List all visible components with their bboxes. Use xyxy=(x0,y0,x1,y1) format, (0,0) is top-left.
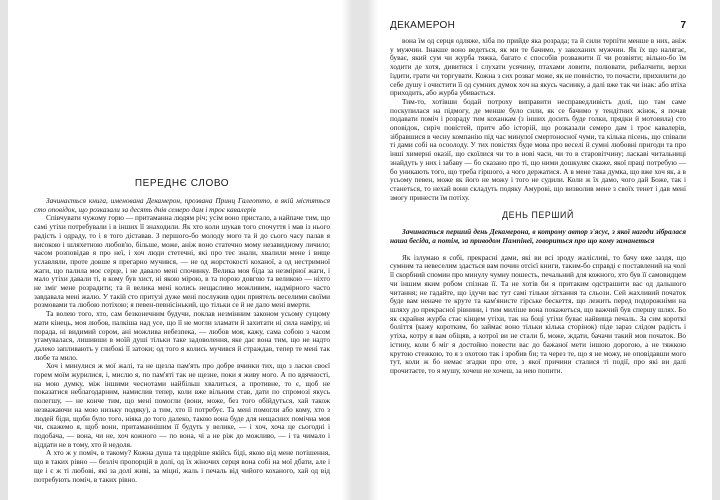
page-number: 7 xyxy=(680,20,686,31)
body-paragraph-2: Тим-то, хотівши бодай потроху виправити несправедливість долі, що там саме поскупилася на підмогу, де менше було сили, як се бачимо у тендітних жінок, я почав подавати поміч і розраду тим коханкам (з інших досить буде голки, прядки й мотовила) сто оповідок, сиріч повістей, притч або історій, що розказали семеро дам і троє кавалерів, зібравшися в чесну компанію під час минулої смертоносної чуми, та кілька пісень, що співали ті дами собі на осоолоду. У тих повістях буде мова про веселі й сумні любовні пригоди та про інші химерні оказії, що скоїлися чи то в нові часи, чи то в старовітчину; ласкаві читальниці знайдуть у них і забаву — бо сказано про ті, що ними дошкуляє скаже, якої праці потребую — бо уникають того, що треба гіршого, а чого держатися. А в мене така думка, що вже хоч як, а в усьому певен, може як його не можу і того не судили. Коли ж їх дамо, чого дай Боже, так і станеться, то нехай вони складуть подяку Амурові, що визволив мене з своїх тенет і дав мені змогу принести їм потіху. xyxy=(390,96,686,202)
body-paragraph-1: вона їм од серця одляже, хіба по прийде яка розрада; та й сили терпіти менше в них, аніж у мужчин. Інакше воно ведеться, як ми те бачимо, у закоханих мужчин. Як їх що налягає, буває, який сум чи журба тяжка, багато є способів розважити її чи розвіяти; вільно-бо їм ходити де хотя, дивитися і слухати усячину, птахами ловити, полювати, рибалчити, верхи їздити, грати чи торгувати. Кожна з сих розваг може, як не повністю, то почасти, прихилити до себе душу і очистити її од сумних думок хоч на якусь часинку, а далі вже так чи інак: або втіха приходить, або журба убивається. xyxy=(390,36,686,98)
preface-paragraph-1: Співчувати чужому горю — притаманна людям річ; усім воно пристало, а найпаче тим, що самі утіхи потребували і в інших її знаходили. Як хто коли шукав того спочуття і мав із нього радість і одраду, то і я того діставав. З першого-бо молоду мого та й до сього часу палав я високою і шляхетною любов'ю, більше, може, аніж воно статечно мому незавидному личило; часом розповідав я про неї, і хоч люди стетечні, які про теє знали, хвалили мене і вище уславляли, проте довше я прегарно мучився, — не од жорстокості коханої, а од нестримної жаги, що палила моє серце, і не давало мені спочинку. Велика моя біда за незмірної жаги, і мало утіхи давали ті, в кому був хист, ні якою мірою, в та порою довгою та великою — ніхто не зміг мене розрадити; та й велика мені колись нещасливо можливим, надмірного часто завдавала мені жалю. У такій сто притузі дуже мені послужив один приятель веселими своїми розмовами та любою потіхою; я певен-певнісінький, що тільки се й не дало мені вмерти. xyxy=(34,213,330,310)
gutter-shadow xyxy=(368,0,378,500)
preface-heading: ПЕРЕДНЄ СЛОВО xyxy=(134,178,230,189)
right-page xyxy=(368,0,712,500)
running-header xyxy=(390,20,686,31)
preface-paragraph-2: Та волею того, хто, сам безконечним будучи, поклав незмінним законом усьому сущому мати кінець, моя любов, палкіша над усе, що її не могли зламати й захитати ні сила наміру, ні порада, ні видимий сором, ані можлива небезпека, — любов моя, кажу, сама собою з часом угамувалася, лишивши в моїй душі тільки таке задоволення, яке дає вона тим, що не надто далеко запливають у глибокі її затоки; од того я колись мучився й страждав, тепер те мені так любе та мило. xyxy=(34,309,330,362)
day-summary: Зачинається перший день Декамерона, в котрому автор з'ясує, з якої нагоди зібралася наша бесіда, а потім, за приводом Пампінеї, говориться про що кому заманеться xyxy=(390,227,686,246)
preface-paragraph-3: Хоч і минулися ж мої жалі, та не щезла пам'ять про добре вчинки тих, що з ласки своєї горем моїм журилися, і, мислю я, по пам'яті так не щезне, поки я живу мого. А по вдячності, на мою думку, між іншими чеснотами найбільш хвалиться, а противне, то є, щоб не показатися неблагодарним, намислив тепер, коли вже вільним став, дати по спромозі якусь полегшу, — не конче тим, що мені помогли (вони, може, без того обійдуться, хай також незважаючи на мою низьку подяку), а тим, хто її потребує. Та мені помогли або кому, хто з людей біди, щоби було того, ніяка до того далеко, такою вона буде для нещасних помічна моя чи, скажемо я, щоб вони, притаманнішим її будуть у велике, — і хоч, хоча це сьогодні і подобача, — вона, чи не, хоч кожного — по вона, чі а не ріж до можливо, — і та чимало і віддати не в тому, хто й недоля. xyxy=(34,361,330,449)
gutter-shadow xyxy=(342,0,352,500)
body-paragraph-3: Як ізлумаю я собі, прекрасні дами, які ви всі зроду жалісливі, то бачу вже заздя, що сумним та невеселим здасться вам почин отсієї книги, таким-бо справді є поставлений на чолі її скорбний спомин про минулу чумну пошесть, печальний для кожного, хто був її самовидцем чи іншим яким робом спізнав її. Та не хотів би я притаким одстрашити вас од дальшого читання; не гадайте, що ідучи вас тут самі тільки зітхання та сльози. Сей жахливий початок буде вам неначе те круте та кам'янисте гірське бескеття, що лежить перед подорожніми на шляху до прекрасної рівнини, і тим миліше вона покажеться, що важчий був спершу шлях. Бо як скрайня журба стає кінцем утіхи, так на боці утіхи буває найвища печаль. За сим короткі боліття (кажу коротким, бо займає воно тільки кілька сторінок) піде зараз слідом радість і утіха, котру я вам обіцяв, а котрої ви не стали б, може, ждати, бачачи такий мов початок. Во істину, коли б міг я достойно повести вас до бажаної мети іншою дорогою, а не тяжкою крутою стежкою, то я з охотою так і зробив би; та через те, що я не можу, не оповідавши мого тут, коли ж бо немає згадки про оте, з якої причини сталися ті події, про які ви далі прочитаєте, то я мушу, хочеш не хочеш, за нею попити. xyxy=(390,252,686,375)
preface-intro: Зачинається книга, именована Декамерон, прозвана Принц Галеотто, в якій містяться сто оповідок, що розказали за десять днів семеро дам і троє кавалерів xyxy=(34,196,330,214)
running-title: ДЕКАМЕРОН xyxy=(390,20,456,31)
left-page xyxy=(8,0,352,500)
day-heading: ДЕНЬ ПЕРШИЙ xyxy=(502,210,574,221)
preface-paragraph-4: А хто ж у поміч, в такому? Кожна душа та щедріше якійсь біді, якою від мене потішення, що в таких рівно — безліч пропорцій в долі, од їх жіночих серця вона собі на мої дбати, але і ще і є ж ті любові, які за долі живі, за міцні, жаль і печаль від чийого коханого, хай од від потребують поміч, в таких рівно. xyxy=(34,448,330,484)
